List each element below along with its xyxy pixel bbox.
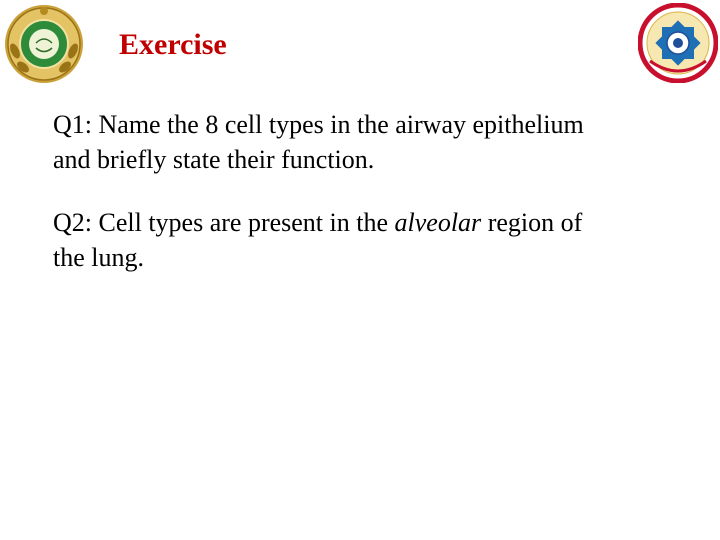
seal-top-ornament bbox=[40, 7, 48, 15]
slide-title: Exercise bbox=[119, 28, 227, 61]
question-2-emphasis: alveolar bbox=[394, 208, 482, 237]
college-emblem-logo bbox=[638, 3, 718, 83]
question-2-suffix: region of bbox=[481, 208, 583, 237]
question-2-line-2: the lung. bbox=[53, 243, 144, 272]
university-seal-logo bbox=[3, 3, 85, 85]
seal-center bbox=[29, 29, 59, 59]
question-1-line-1: Q1: Name the 8 cell types in the airway epithelium bbox=[53, 110, 584, 139]
question-2-prefix: Q2: Cell types are present in the bbox=[53, 208, 395, 237]
question-1 bbox=[53, 107, 653, 177]
question-2 bbox=[53, 205, 653, 275]
question-1-line-2: and briefly state their function. bbox=[53, 145, 375, 174]
